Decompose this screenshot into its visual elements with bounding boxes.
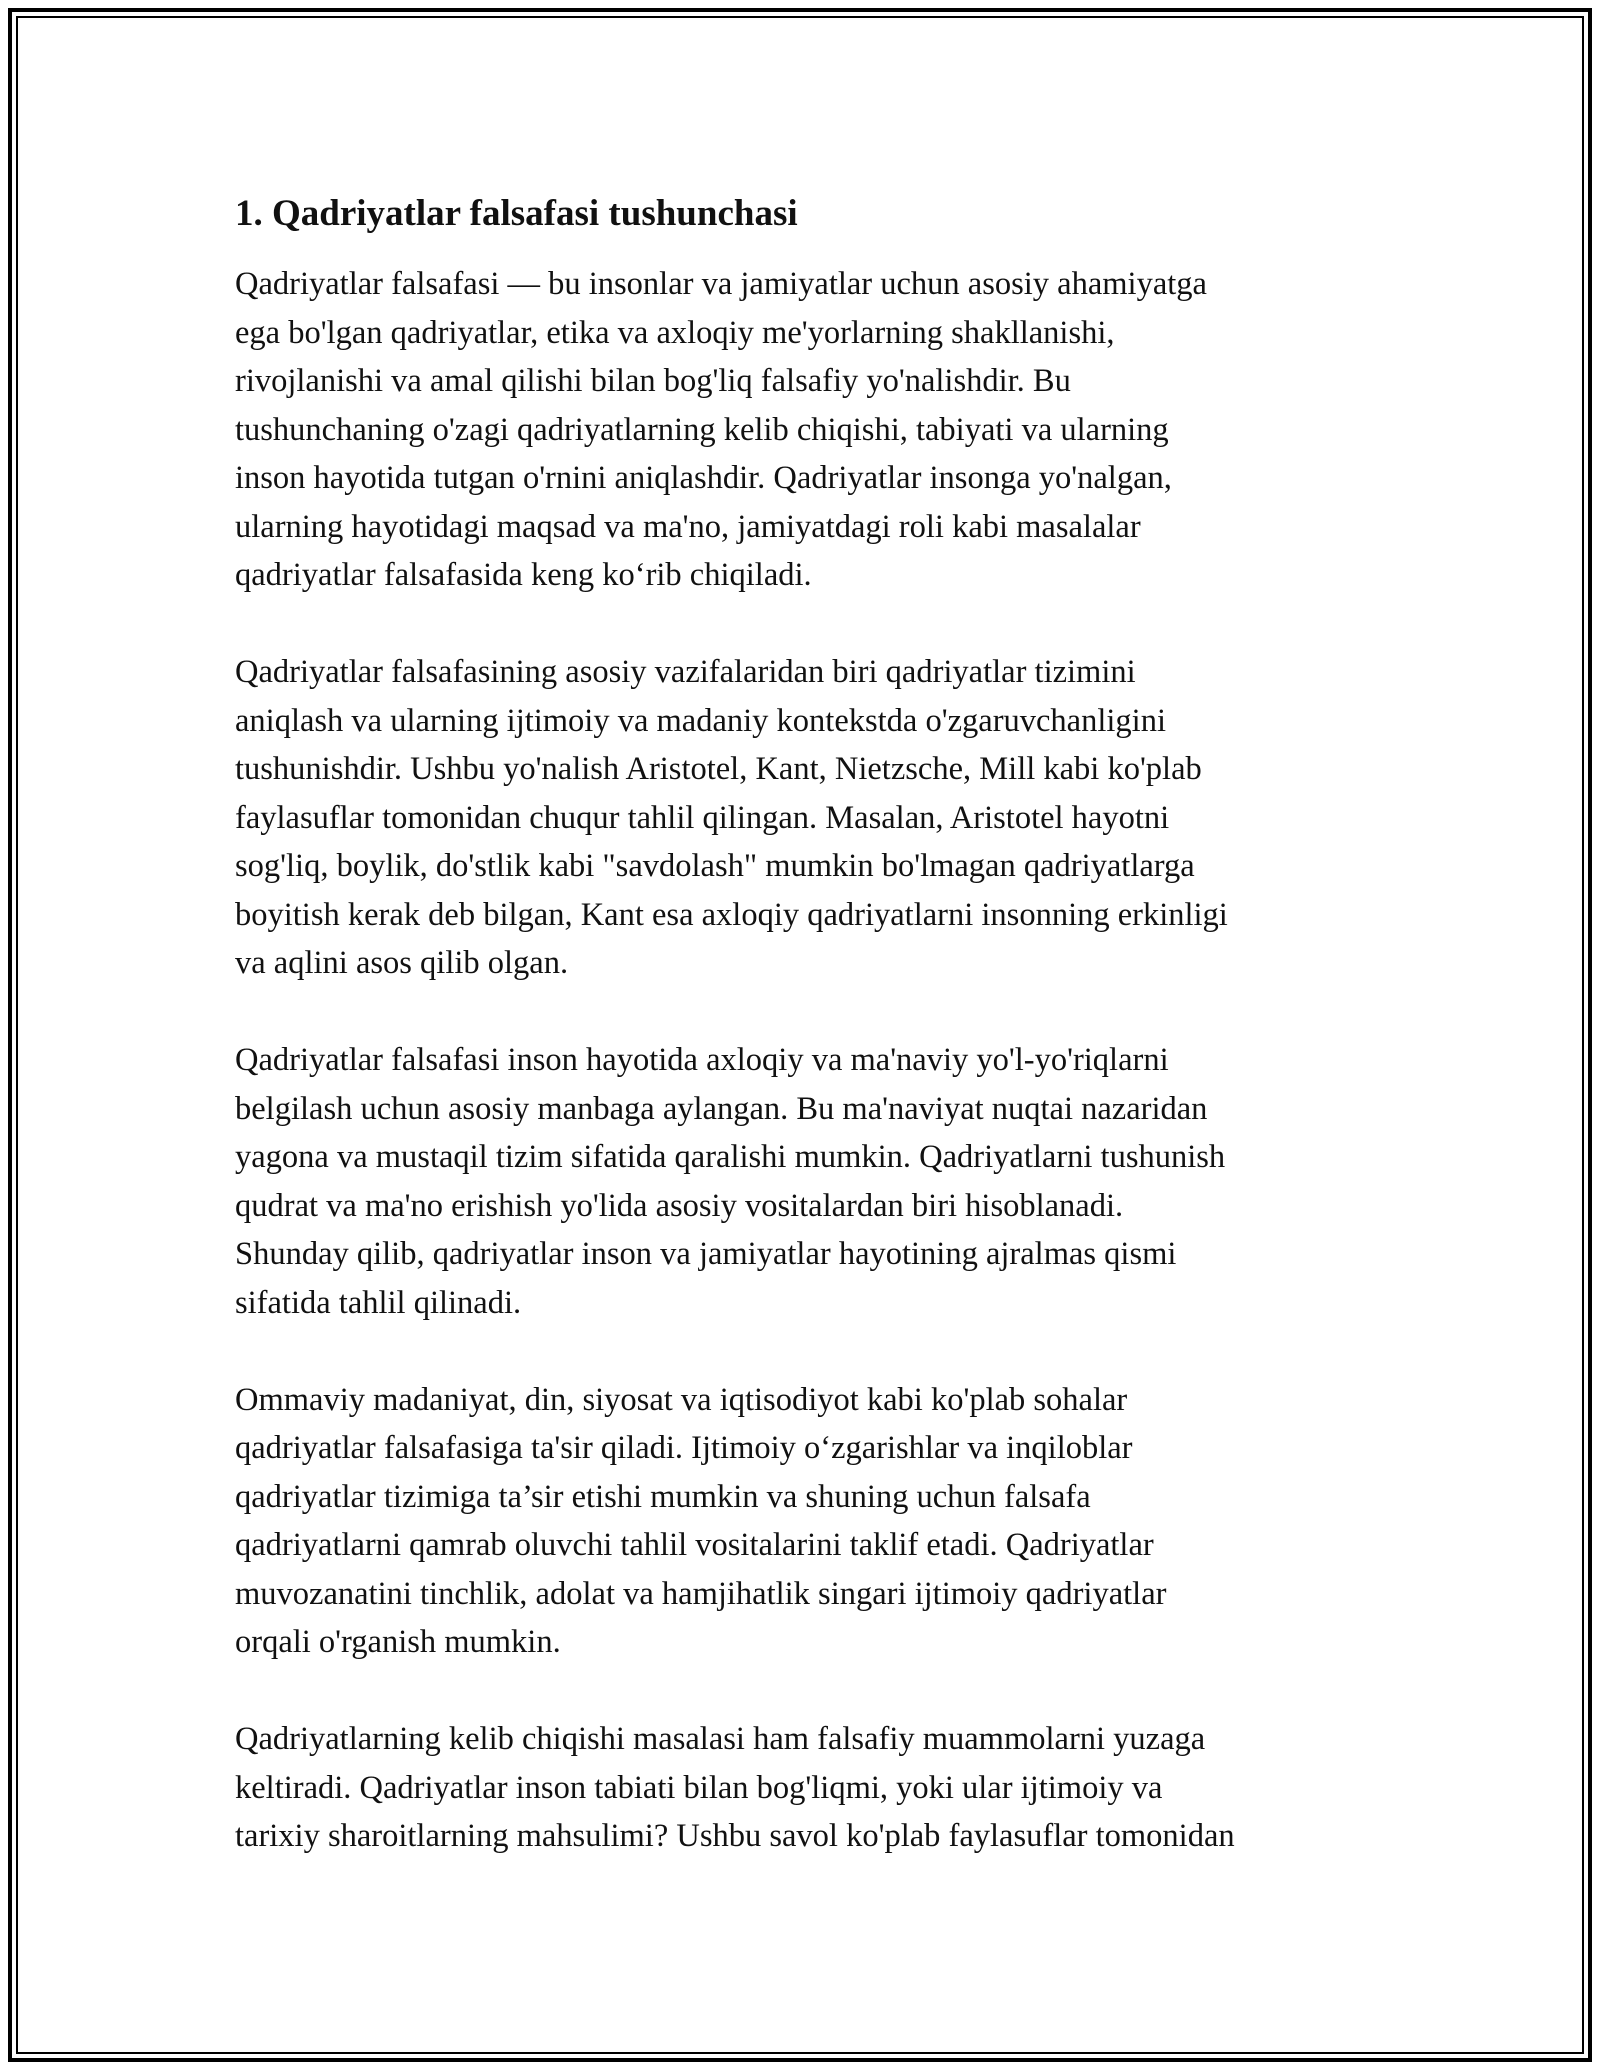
- paragraph-5: [235, 1715, 1375, 1861]
- text-line: qadriyatlar tizimiga ta’sir etishi mumkin va shuning uchun falsafa: [235, 1478, 1091, 1515]
- text-line: Qadriyatlarning kelib chiqishi masalasi ham falsafiy muammolarni yuzaga: [235, 1721, 1206, 1757]
- text-line: boyitish kerak deb bilgan, Kant esa axloqiy qadriyatlarni insonning erkinligi: [235, 896, 1228, 933]
- text-line: tushunishdir. Ushbu yo'nalish Aristotel, Kant, Nietzsche, Mill kabi ko'plab: [235, 751, 1202, 787]
- text-line: faylasuflar tomonidan chuqur tahlil qilingan. Masalan, Aristotel hayotni: [235, 799, 1170, 836]
- text-line: ularning hayotidagi maqsad va ma'no, jamiyatdagi roli kabi masalalar: [235, 508, 1141, 545]
- paragraph-4: [235, 1376, 1375, 1667]
- paragraph-3: [235, 1036, 1375, 1327]
- text-line: Ommaviy madaniyat, din, siyosat va iqtisodiyot kabi ko'plab sohalar: [235, 1381, 1128, 1418]
- text-line: qudrat va ma'no erishish yo'lida asosiy vositalardan biri hisoblanadi.: [235, 1187, 1124, 1224]
- text-line: yagona va mustaqil tizim sifatida qaralishi mumkin. Qadriyatlarni tushunish: [235, 1139, 1226, 1175]
- text-line: inson hayotida tutgan o'rnini aniqlashdir. Qadriyatlar insonga yo'nalgan,: [235, 460, 1172, 496]
- text-line: keltiradi. Qadriyatlar inson tabiati bilan bog'liqmi, yoki ular ijtimoiy va: [235, 1769, 1163, 1806]
- paragraph-2: [235, 648, 1375, 988]
- text-line: tushunchaning o'zagi qadriyatlarning kelib chiqishi, tabiyati va ularning: [235, 411, 1169, 448]
- text-line: Shunday qilib, qadriyatlar inson va jamiyatlar hayotining ajralmas qismi: [235, 1236, 1177, 1272]
- text-line: qadriyatlar falsafasida keng ko‘rib chiqiladi.: [235, 557, 812, 593]
- text-line: tarixiy sharoitlarning mahsulimi? Ushbu savol ko'plab faylasuflar tomonidan: [235, 1818, 1235, 1854]
- text-line: rivojlanishi va amal qilishi bilan bog'liq falsafiy yo'nalishdir. Bu: [235, 363, 1071, 399]
- text-line: aniqlash va ularning ijtimoiy va madaniy kontekstda o'zgaruvchanligini: [235, 702, 1166, 739]
- section-heading: 1. Qadriyatlar falsafasi tushunchasi: [235, 193, 798, 234]
- text-line: muvozanatini tinchlik, adolat va hamjihatlik singari ijtimoiy qadriyatlar: [235, 1575, 1167, 1612]
- text-line: va aqlini asos qilib olgan.: [235, 945, 569, 981]
- text-line: qadriyatlar falsafasiga ta'sir qiladi. Ijtimoiy o‘zgarishlar va inqiloblar: [235, 1430, 1133, 1466]
- text-line: Qadriyatlar falsafasining asosiy vazifalaridan biri qadriyatlar tizimini: [235, 654, 1136, 690]
- paragraph-1: [235, 260, 1375, 600]
- text-line: sifatida tahlil qilinadi.: [235, 1284, 522, 1321]
- document-body: [235, 190, 1375, 1909]
- text-line: qadriyatlarni qamrab oluvchi tahlil vositalarini taklif etadi. Qadriyatlar: [235, 1527, 1154, 1563]
- text-line: Qadriyatlar falsafasi inson hayotida axloqiy va ma'naviy yo'l-yo'riqlarni: [235, 1042, 1169, 1078]
- text-line: Qadriyatlar falsafasi — bu insonlar va jamiyatlar uchun asosiy ahamiyatga: [235, 266, 1207, 302]
- text-line: orqali o'rganish mumkin.: [235, 1624, 561, 1660]
- text-line: ega bo'lgan qadriyatlar, etika va axloqiy me'yorlarning shakllanishi,: [235, 314, 1115, 351]
- text-line: sog'liq, boylik, do'stlik kabi "savdolash" mumkin bo'lmagan qadriyatlarga: [235, 848, 1195, 884]
- text-line: belgilash uchun asosiy manbaga aylangan. Bu ma'naviyat nuqtai nazaridan: [235, 1090, 1208, 1127]
